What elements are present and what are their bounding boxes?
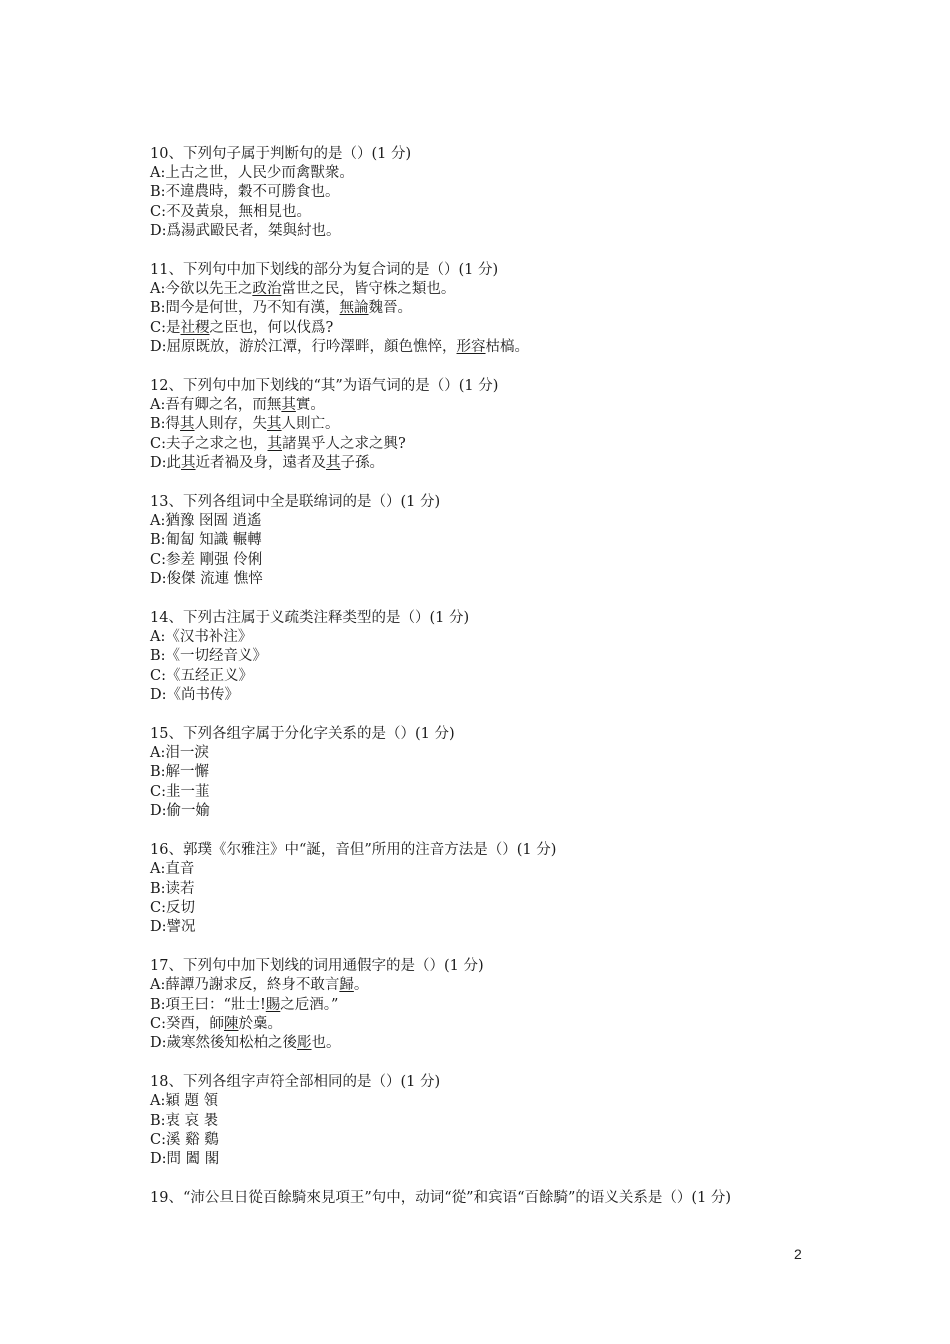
option-b: [150, 531, 850, 550]
option-c: [150, 783, 850, 802]
question-list: [150, 145, 850, 1228]
option-text: 人則存，失: [194, 416, 268, 433]
option-text: 泪一淚: [165, 745, 209, 762]
underlined-term: 歸: [339, 977, 354, 994]
option-b: [150, 1112, 850, 1131]
option-text: 俊傑 流連 憔悴: [166, 570, 263, 587]
option-text: 今欲以先王之: [165, 281, 253, 298]
option-a: [150, 1092, 850, 1111]
option-text: 於稾。: [238, 1015, 282, 1032]
option-text: 實。: [295, 397, 325, 414]
option-b: [150, 996, 850, 1015]
question-stem: 12、下列句中加下划线的“其”为语气词的是（）(1 分): [150, 378, 499, 395]
option-text: 薛譚乃謝求反，終身不敢言: [165, 977, 340, 994]
option-text: 也。: [311, 1034, 341, 1051]
option-label: B:: [150, 416, 166, 433]
option-text: 匍匐 知識 輾轉: [165, 532, 262, 549]
option-b: [150, 299, 850, 318]
question-stem: 13、下列各组词中全是联绵词的是（）(1 分): [150, 494, 441, 511]
option-a: [150, 512, 850, 531]
option-text: 穎 題 領: [165, 1093, 219, 1110]
option-d: [150, 1150, 850, 1169]
option-text: 不違農時，穀不可勝食也。: [165, 184, 340, 201]
option-text: 。: [353, 977, 369, 994]
option-text: 猶豫 囹圄 逍遙: [165, 513, 262, 530]
option-text: 癸酉，師: [165, 1015, 224, 1032]
option-label: A:: [150, 745, 166, 762]
option-label: B:: [150, 996, 166, 1013]
option-b: [150, 763, 850, 782]
question-q12: [150, 377, 850, 473]
option-d: [150, 222, 850, 241]
question-stem: 16、郭璞《尔雅注》中“誕，音但”所用的注音方法是（）(1 分): [150, 842, 557, 859]
option-text: 《汉书补注》: [165, 629, 253, 646]
option-c: [150, 551, 850, 570]
option-d: [150, 686, 850, 705]
option-text: 吾有卿之名，而無: [165, 397, 282, 414]
option-d: [150, 338, 850, 357]
question-stem: 10、下列句子属于判断句的是（）(1 分): [150, 146, 412, 162]
option-text: 近者禍及身，遠者及: [195, 454, 327, 471]
option-b: [150, 880, 850, 899]
option-label: C:: [150, 319, 166, 336]
option-label: A:: [150, 513, 166, 530]
option-text: 譬况: [166, 918, 196, 935]
option-text: 溪 谿 鷄: [165, 1131, 219, 1148]
option-a: [150, 164, 850, 183]
option-text: 衷 哀 褁: [165, 1112, 219, 1129]
option-text: 屈原既放，游於江潭，行吟澤畔，顔色憔悴，: [166, 338, 457, 355]
option-b: [150, 415, 850, 434]
option-label: C:: [150, 1131, 166, 1148]
underlined-term: 賜: [265, 996, 281, 1013]
option-text: 問今是何世，乃不知有漢，: [165, 300, 340, 317]
question-stem: 18、下列各组字声符全部相同的是（）(1 分): [150, 1074, 441, 1091]
underlined-term: 其: [181, 454, 196, 471]
underlined-term: 社稷: [180, 319, 210, 336]
option-label: A:: [150, 165, 166, 182]
option-label: B:: [150, 880, 166, 897]
option-text: 諸異乎人之求之興?: [281, 435, 406, 452]
option-a: [150, 280, 850, 299]
option-text: 得: [165, 416, 181, 433]
option-a: [150, 860, 850, 879]
option-label: A:: [150, 629, 166, 646]
option-text: 《一切经音义》: [165, 648, 268, 665]
option-label: C:: [150, 1015, 166, 1032]
question-q11: [150, 261, 850, 357]
option-d: [150, 454, 850, 473]
option-text: 偷一媮: [166, 802, 211, 819]
option-text: 反切: [165, 899, 195, 916]
option-label: D:: [150, 1150, 167, 1167]
option-c: [150, 435, 850, 454]
option-label: B:: [150, 532, 166, 549]
option-label: A:: [150, 281, 166, 298]
option-label: D:: [150, 802, 167, 819]
option-c: [150, 1015, 850, 1034]
option-text: 魏晉。: [368, 300, 413, 317]
option-label: D:: [150, 570, 167, 587]
option-text: 之卮酒。”: [280, 996, 339, 1013]
question-stem: 17、下列句中加下划线的词用通假字的是（）(1 分): [150, 958, 484, 975]
underlined-term: 其: [267, 435, 282, 452]
option-label: C:: [150, 435, 166, 452]
option-text: 夫子之求之也，: [165, 435, 268, 452]
option-c: [150, 319, 850, 338]
option-label: A:: [150, 977, 166, 994]
underlined-term: 其: [281, 397, 296, 414]
option-label: D:: [150, 338, 167, 355]
option-label: A:: [150, 861, 166, 878]
underlined-term: 其: [326, 454, 341, 471]
option-text: 歲寒然後知松柏之後: [166, 1034, 298, 1051]
question-stem: 19、“沛公旦日從百餘騎來見項王”句中，动词“從”和宾语“百餘騎”的语义关系是（）(1 分): [150, 1190, 732, 1207]
question-q19: [150, 1189, 850, 1208]
option-text: 《五经正义》: [165, 667, 253, 684]
option-text: 《尚书传》: [166, 686, 240, 703]
option-label: C:: [150, 667, 166, 684]
option-d: [150, 918, 850, 937]
option-text: 参差 剛强 伶俐: [165, 551, 263, 568]
option-c: [150, 667, 850, 686]
option-text: 韭一韮: [165, 783, 210, 800]
option-text: 人則亡。: [281, 416, 340, 433]
underlined-term: 其: [267, 416, 282, 433]
option-text: 此: [166, 454, 182, 471]
option-label: A:: [150, 397, 166, 414]
option-text: 之臣也，何以伐爲?: [209, 319, 334, 336]
option-label: C:: [150, 783, 166, 800]
option-label: B:: [150, 648, 166, 665]
option-text: 上古之世，人民少而禽獸衆。: [165, 165, 354, 182]
option-d: [150, 1034, 850, 1053]
question-q13: [150, 493, 850, 589]
option-text: 解一懈: [165, 764, 210, 781]
option-text: 子孫。: [340, 454, 385, 471]
option-label: A:: [150, 1093, 166, 1110]
option-label: B:: [150, 764, 166, 781]
option-text: 读若: [165, 880, 195, 897]
question-stem: 11、下列句中加下划线的部分为复合词的是（）(1 分): [150, 262, 499, 279]
option-label: C:: [150, 899, 166, 916]
question-q17: [150, 957, 850, 1053]
option-c: [150, 1131, 850, 1150]
underlined-term: 其: [180, 416, 195, 433]
question-q16: [150, 841, 850, 937]
option-b: [150, 647, 850, 666]
option-text: 直音: [165, 861, 195, 878]
option-label: D:: [150, 222, 167, 239]
option-a: [150, 628, 850, 647]
option-c: [150, 899, 850, 918]
option-label: B:: [150, 1112, 166, 1129]
question-q18: [150, 1073, 850, 1169]
option-text: 是: [165, 319, 181, 336]
option-b: [150, 183, 850, 202]
question-stem: 15、下列各组字属于分化字关系的是（）(1 分): [150, 726, 455, 743]
option-label: D:: [150, 1034, 167, 1051]
option-a: [150, 396, 850, 415]
underlined-term: 無論: [339, 300, 369, 317]
option-label: B:: [150, 184, 166, 201]
option-text: 當世之民，皆守株之類也。: [281, 281, 456, 298]
option-a: [150, 744, 850, 763]
option-label: D:: [150, 686, 167, 703]
underlined-term: 彫: [297, 1034, 312, 1051]
underlined-term: 陳: [223, 1015, 239, 1032]
option-text: 爲湯武毆民者，桀與紂也。: [166, 222, 341, 239]
question-q15: [150, 725, 850, 821]
option-text: 項王曰：“壯士!: [165, 996, 266, 1013]
page-number: 2: [794, 1246, 802, 1262]
option-label: C:: [150, 551, 166, 568]
option-text: 問 闔 閣: [166, 1150, 220, 1167]
option-label: D:: [150, 918, 167, 935]
option-label: B:: [150, 300, 166, 317]
option-c: [150, 203, 850, 222]
question-q10: [150, 145, 850, 241]
option-label: D:: [150, 454, 167, 471]
option-a: [150, 976, 850, 995]
option-label: C:: [150, 203, 166, 220]
underlined-term: 形容: [456, 338, 486, 355]
question-stem: 14、下列古注属于义疏类注释类型的是（）(1 分): [150, 610, 470, 627]
question-q14: [150, 609, 850, 705]
option-d: [150, 802, 850, 821]
underlined-term: 政治: [252, 281, 282, 298]
option-text: 不及黃泉，無相見也。: [165, 203, 311, 220]
option-d: [150, 570, 850, 589]
option-text: 枯槁。: [485, 338, 530, 355]
